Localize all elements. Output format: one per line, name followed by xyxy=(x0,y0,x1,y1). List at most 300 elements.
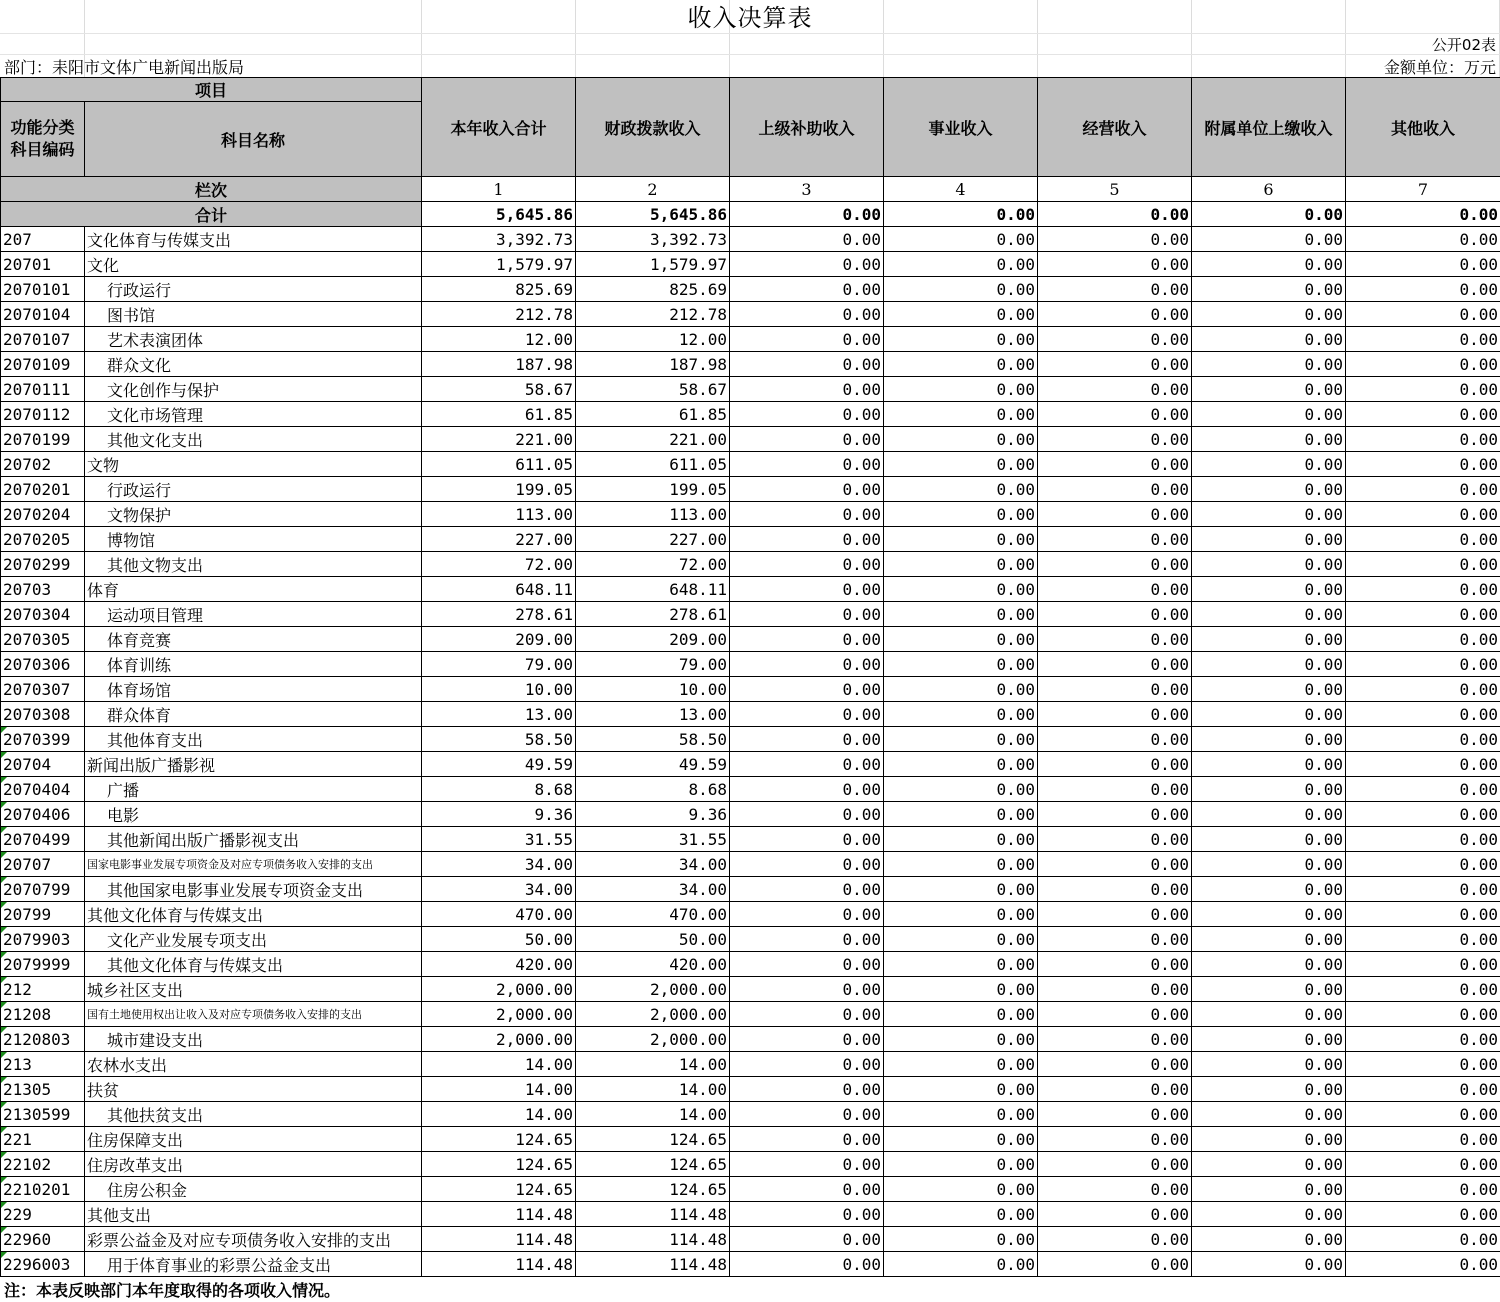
row-zero-value: 0.00 xyxy=(1038,1002,1192,1027)
row-zero-value: 0.00 xyxy=(1038,352,1192,377)
row-code: 221 xyxy=(1,1127,85,1152)
row-zero-value: 0.00 xyxy=(1038,602,1192,627)
row-zero-value: 0.00 xyxy=(1038,1202,1192,1227)
row-zero-value: 0.00 xyxy=(730,802,884,827)
row-code: 2120803 xyxy=(1,1027,85,1052)
row-zero-value: 0.00 xyxy=(884,527,1038,552)
row-zero-value: 0.00 xyxy=(1346,302,1500,327)
row-zero-value: 0.00 xyxy=(1192,327,1346,352)
row-code: 2070204 xyxy=(1,502,85,527)
row-zero-value: 0.00 xyxy=(1038,702,1192,727)
row-subject-name: 艺术表演团体 xyxy=(85,327,422,352)
row-subject-name: 其他文化体育与传媒支出 xyxy=(85,952,422,977)
table-row xyxy=(1,1227,1500,1252)
table-row xyxy=(1,252,1500,277)
row-code: 20702 xyxy=(1,452,85,477)
row-fiscal: 2,000.00 xyxy=(576,977,730,1002)
row-fiscal: 3,392.73 xyxy=(576,227,730,252)
page-title: 收入决算表 xyxy=(687,4,813,32)
row-fiscal: 209.00 xyxy=(576,627,730,652)
row-zero-value: 0.00 xyxy=(1192,752,1346,777)
row-total: 114.48 xyxy=(422,1252,576,1277)
row-zero-value: 0.00 xyxy=(730,702,884,727)
row-zero-value: 0.00 xyxy=(730,1227,884,1252)
row-zero-value: 0.00 xyxy=(1038,327,1192,352)
row-total: 124.65 xyxy=(422,1152,576,1177)
row-zero-value: 0.00 xyxy=(1346,902,1500,927)
row-zero-value: 0.00 xyxy=(730,527,884,552)
row-zero-value: 0.00 xyxy=(1038,1027,1192,1052)
row-total: 221.00 xyxy=(422,427,576,452)
row-zero-value: 0.00 xyxy=(730,402,884,427)
row-code: 2070304 xyxy=(1,602,85,627)
col-no: 7 xyxy=(1346,177,1500,202)
row-zero-value: 0.00 xyxy=(1346,1127,1500,1152)
row-total: 2,000.00 xyxy=(422,977,576,1002)
row-zero-value: 0.00 xyxy=(1038,927,1192,952)
row-fiscal: 420.00 xyxy=(576,952,730,977)
table-row xyxy=(1,902,1500,927)
row-total: 31.55 xyxy=(422,827,576,852)
row-zero-value: 0.00 xyxy=(1346,852,1500,877)
row-zero-value: 0.00 xyxy=(884,227,1038,252)
row-zero-value: 0.00 xyxy=(1346,1227,1500,1252)
row-fiscal: 14.00 xyxy=(576,1077,730,1102)
row-zero-value: 0.00 xyxy=(1038,977,1192,1002)
total-cell: 0.00 xyxy=(1346,202,1500,227)
row-zero-value: 0.00 xyxy=(1346,277,1500,302)
row-subject-name: 其他体育支出 xyxy=(85,727,422,752)
row-zero-value: 0.00 xyxy=(884,752,1038,777)
row-fiscal: 72.00 xyxy=(576,552,730,577)
row-zero-value: 0.00 xyxy=(1192,927,1346,952)
row-fiscal: 611.05 xyxy=(576,452,730,477)
row-zero-value: 0.00 xyxy=(1038,1227,1192,1252)
table-row xyxy=(1,952,1500,977)
row-zero-value: 0.00 xyxy=(884,452,1038,477)
row-zero-value: 0.00 xyxy=(1038,502,1192,527)
row-code: 21208 xyxy=(1,1002,85,1027)
row-zero-value: 0.00 xyxy=(1346,477,1500,502)
row-zero-value: 0.00 xyxy=(1346,352,1500,377)
row-fiscal: 50.00 xyxy=(576,927,730,952)
row-zero-value: 0.00 xyxy=(730,352,884,377)
row-code: 2070111 xyxy=(1,377,85,402)
row-total: 13.00 xyxy=(422,702,576,727)
row-zero-value: 0.00 xyxy=(884,1152,1038,1177)
row-zero-value: 0.00 xyxy=(1192,477,1346,502)
table-row xyxy=(1,702,1500,727)
row-zero-value: 0.00 xyxy=(1346,677,1500,702)
row-total: 49.59 xyxy=(422,752,576,777)
row-subject-name: 图书馆 xyxy=(85,302,422,327)
row-total: 278.61 xyxy=(422,602,576,627)
table-row xyxy=(1,577,1500,602)
row-zero-value: 0.00 xyxy=(1038,402,1192,427)
col-no: 6 xyxy=(1192,177,1346,202)
row-fiscal: 648.11 xyxy=(576,577,730,602)
row-zero-value: 0.00 xyxy=(1038,1127,1192,1152)
row-zero-value: 0.00 xyxy=(1038,852,1192,877)
row-zero-value: 0.00 xyxy=(1192,877,1346,902)
row-total: 14.00 xyxy=(422,1077,576,1102)
department-label: 部门：耒阳市文体广电新闻出版局 xyxy=(4,58,245,77)
row-zero-value: 0.00 xyxy=(1038,677,1192,702)
row-zero-value: 0.00 xyxy=(1192,852,1346,877)
row-total: 14.00 xyxy=(422,1052,576,1077)
row-subject-name: 其他文化支出 xyxy=(85,427,422,452)
row-zero-value: 0.00 xyxy=(884,402,1038,427)
row-subject-name: 群众体育 xyxy=(85,702,422,727)
row-zero-value: 0.00 xyxy=(730,1102,884,1127)
row-zero-value: 0.00 xyxy=(1038,727,1192,752)
row-code: 2130599 xyxy=(1,1102,85,1127)
row-zero-value: 0.00 xyxy=(1038,777,1192,802)
table-row xyxy=(1,377,1500,402)
row-zero-value: 0.00 xyxy=(730,377,884,402)
row-zero-value: 0.00 xyxy=(730,727,884,752)
row-zero-value: 0.00 xyxy=(1192,302,1346,327)
table-row xyxy=(1,1102,1500,1127)
unit-label: 金额单位：万元 xyxy=(1383,58,1496,77)
row-zero-value: 0.00 xyxy=(1192,952,1346,977)
row-zero-value: 0.00 xyxy=(884,577,1038,602)
row-zero-value: 0.00 xyxy=(1038,827,1192,852)
row-code: 20799 xyxy=(1,902,85,927)
table-row xyxy=(1,627,1500,652)
header-func-code: 功能分类科目编码 xyxy=(1,102,85,177)
row-zero-value: 0.00 xyxy=(1192,1227,1346,1252)
row-zero-value: 0.00 xyxy=(1346,977,1500,1002)
row-zero-value: 0.00 xyxy=(884,1227,1038,1252)
row-zero-value: 0.00 xyxy=(730,1127,884,1152)
row-fiscal: 221.00 xyxy=(576,427,730,452)
row-zero-value: 0.00 xyxy=(1192,1027,1346,1052)
row-zero-value: 0.00 xyxy=(884,1002,1038,1027)
row-zero-value: 0.00 xyxy=(1038,377,1192,402)
row-zero-value: 0.00 xyxy=(730,502,884,527)
row-zero-value: 0.00 xyxy=(1192,452,1346,477)
row-subject-name: 扶贫 xyxy=(85,1077,422,1102)
row-code: 2070307 xyxy=(1,677,85,702)
row-zero-value: 0.00 xyxy=(730,902,884,927)
row-zero-value: 0.00 xyxy=(1346,377,1500,402)
row-zero-value: 0.00 xyxy=(730,1252,884,1277)
row-zero-value: 0.00 xyxy=(1038,1152,1192,1177)
row-zero-value: 0.00 xyxy=(1038,227,1192,252)
row-zero-value: 0.00 xyxy=(1192,827,1346,852)
row-zero-value: 0.00 xyxy=(884,977,1038,1002)
row-zero-value: 0.00 xyxy=(1192,1127,1346,1152)
row-subject-name: 文化市场管理 xyxy=(85,402,422,427)
header-col-1: 本年收入合计 xyxy=(422,78,576,177)
row-fiscal: 49.59 xyxy=(576,752,730,777)
row-zero-value: 0.00 xyxy=(730,1077,884,1102)
row-code: 2079903 xyxy=(1,927,85,952)
row-zero-value: 0.00 xyxy=(884,552,1038,577)
row-zero-value: 0.00 xyxy=(1038,1077,1192,1102)
row-subject-name: 住房改革支出 xyxy=(85,1152,422,1177)
row-code: 207 xyxy=(1,227,85,252)
row-zero-value: 0.00 xyxy=(1346,227,1500,252)
row-zero-value: 0.00 xyxy=(884,252,1038,277)
row-zero-value: 0.00 xyxy=(1192,627,1346,652)
row-zero-value: 0.00 xyxy=(884,377,1038,402)
table-row xyxy=(1,452,1500,477)
row-subject-name: 城市建设支出 xyxy=(85,1027,422,1052)
row-code: 2070101 xyxy=(1,277,85,302)
table-row xyxy=(1,927,1500,952)
row-subject-name: 其他扶贫支出 xyxy=(85,1102,422,1127)
row-code: 20704 xyxy=(1,752,85,777)
row-zero-value: 0.00 xyxy=(730,927,884,952)
row-zero-value: 0.00 xyxy=(1346,702,1500,727)
row-zero-value: 0.00 xyxy=(1192,702,1346,727)
col-no: 3 xyxy=(730,177,884,202)
row-subject-name: 群众文化 xyxy=(85,352,422,377)
row-total: 72.00 xyxy=(422,552,576,577)
row-fiscal: 13.00 xyxy=(576,702,730,727)
row-code: 22960 xyxy=(1,1227,85,1252)
row-subject-name: 国有土地使用权出让收入及对应专项债务收入安排的支出 xyxy=(85,1002,422,1027)
col-no: 4 xyxy=(884,177,1038,202)
row-code: 2070404 xyxy=(1,777,85,802)
row-total: 825.69 xyxy=(422,277,576,302)
row-zero-value: 0.00 xyxy=(884,702,1038,727)
row-zero-value: 0.00 xyxy=(1346,1252,1500,1277)
row-code: 2070499 xyxy=(1,827,85,852)
row-zero-value: 0.00 xyxy=(1038,652,1192,677)
row-zero-value: 0.00 xyxy=(730,452,884,477)
row-subject-name: 其他文化体育与传媒支出 xyxy=(85,902,422,927)
row-zero-value: 0.00 xyxy=(1346,927,1500,952)
table-row xyxy=(1,1177,1500,1202)
table-row xyxy=(1,802,1500,827)
row-fiscal: 124.65 xyxy=(576,1177,730,1202)
table-row xyxy=(1,1052,1500,1077)
row-subject-name: 体育 xyxy=(85,577,422,602)
row-fiscal: 79.00 xyxy=(576,652,730,677)
row-zero-value: 0.00 xyxy=(884,1052,1038,1077)
row-zero-value: 0.00 xyxy=(884,1102,1038,1127)
row-subject-name: 其他国家电影事业发展专项资金支出 xyxy=(85,877,422,902)
row-zero-value: 0.00 xyxy=(1192,502,1346,527)
col-no-label: 栏次 xyxy=(1,177,422,202)
row-fiscal: 14.00 xyxy=(576,1052,730,1077)
row-total: 2,000.00 xyxy=(422,1027,576,1052)
row-zero-value: 0.00 xyxy=(1346,827,1500,852)
row-zero-value: 0.00 xyxy=(1038,1052,1192,1077)
row-zero-value: 0.00 xyxy=(1038,452,1192,477)
row-zero-value: 0.00 xyxy=(884,877,1038,902)
row-zero-value: 0.00 xyxy=(884,1177,1038,1202)
row-zero-value: 0.00 xyxy=(1192,1252,1346,1277)
row-subject-name: 体育训练 xyxy=(85,652,422,677)
row-zero-value: 0.00 xyxy=(730,1177,884,1202)
table-row xyxy=(1,977,1500,1002)
row-zero-value: 0.00 xyxy=(730,327,884,352)
row-zero-value: 0.00 xyxy=(1038,802,1192,827)
row-fiscal: 8.68 xyxy=(576,777,730,802)
row-zero-value: 0.00 xyxy=(1192,227,1346,252)
table-row xyxy=(1,1152,1500,1177)
row-code: 20707 xyxy=(1,852,85,877)
row-total: 113.00 xyxy=(422,502,576,527)
row-zero-value: 0.00 xyxy=(884,502,1038,527)
row-zero-value: 0.00 xyxy=(730,627,884,652)
total-label: 合计 xyxy=(1,202,422,227)
row-zero-value: 0.00 xyxy=(884,1027,1038,1052)
row-zero-value: 0.00 xyxy=(1346,1027,1500,1052)
row-subject-name: 体育场馆 xyxy=(85,677,422,702)
row-zero-value: 0.00 xyxy=(1346,1102,1500,1127)
row-code: 2070201 xyxy=(1,477,85,502)
row-zero-value: 0.00 xyxy=(1346,402,1500,427)
row-fiscal: 113.00 xyxy=(576,502,730,527)
row-zero-value: 0.00 xyxy=(1192,1202,1346,1227)
row-subject-name: 运动项目管理 xyxy=(85,602,422,627)
row-zero-value: 0.00 xyxy=(884,827,1038,852)
row-total: 79.00 xyxy=(422,652,576,677)
row-zero-value: 0.00 xyxy=(730,1202,884,1227)
table-row xyxy=(1,877,1500,902)
table-row xyxy=(1,1202,1500,1227)
row-zero-value: 0.00 xyxy=(1346,527,1500,552)
row-zero-value: 0.00 xyxy=(1346,777,1500,802)
row-code: 2079999 xyxy=(1,952,85,977)
total-cell: 0.00 xyxy=(1038,202,1192,227)
row-code: 22102 xyxy=(1,1152,85,1177)
row-zero-value: 0.00 xyxy=(1192,377,1346,402)
row-zero-value: 0.00 xyxy=(1192,252,1346,277)
row-subject-name: 广播 xyxy=(85,777,422,802)
row-zero-value: 0.00 xyxy=(730,427,884,452)
table-row xyxy=(1,827,1500,852)
row-zero-value: 0.00 xyxy=(1346,1152,1500,1177)
row-zero-value: 0.00 xyxy=(1346,877,1500,902)
table-row xyxy=(1,277,1500,302)
row-fiscal: 2,000.00 xyxy=(576,1002,730,1027)
row-zero-value: 0.00 xyxy=(884,352,1038,377)
row-zero-value: 0.00 xyxy=(1346,1002,1500,1027)
row-zero-value: 0.00 xyxy=(884,777,1038,802)
row-zero-value: 0.00 xyxy=(730,1052,884,1077)
row-total: 10.00 xyxy=(422,677,576,702)
table-row xyxy=(1,477,1500,502)
row-subject-name: 城乡社区支出 xyxy=(85,977,422,1002)
header-col-3: 上级补助收入 xyxy=(730,78,884,177)
row-subject-name: 文化 xyxy=(85,252,422,277)
row-fiscal: 114.48 xyxy=(576,1202,730,1227)
row-zero-value: 0.00 xyxy=(1346,427,1500,452)
row-zero-value: 0.00 xyxy=(730,577,884,602)
form-code: 公开02表 xyxy=(1431,36,1496,54)
row-zero-value: 0.00 xyxy=(730,277,884,302)
col-no: 1 xyxy=(422,177,576,202)
row-subject-name: 彩票公益金及对应专项债务收入安排的支出 xyxy=(85,1227,422,1252)
row-zero-value: 0.00 xyxy=(1346,727,1500,752)
row-fiscal: 1,579.97 xyxy=(576,252,730,277)
row-total: 2,000.00 xyxy=(422,1002,576,1027)
row-subject-name: 行政运行 xyxy=(85,477,422,502)
row-total: 58.50 xyxy=(422,727,576,752)
row-code: 229 xyxy=(1,1202,85,1227)
row-zero-value: 0.00 xyxy=(1192,977,1346,1002)
row-subject-name: 文物保护 xyxy=(85,502,422,527)
table-row xyxy=(1,1027,1500,1052)
table-row xyxy=(1,527,1500,552)
row-total: 34.00 xyxy=(422,852,576,877)
row-zero-value: 0.00 xyxy=(1192,1177,1346,1202)
row-total: 14.00 xyxy=(422,1102,576,1127)
row-zero-value: 0.00 xyxy=(1346,452,1500,477)
row-fiscal: 9.36 xyxy=(576,802,730,827)
row-zero-value: 0.00 xyxy=(884,1077,1038,1102)
row-zero-value: 0.00 xyxy=(1192,352,1346,377)
row-zero-value: 0.00 xyxy=(1192,1077,1346,1102)
row-zero-value: 0.00 xyxy=(884,627,1038,652)
row-zero-value: 0.00 xyxy=(730,877,884,902)
row-zero-value: 0.00 xyxy=(1192,277,1346,302)
row-zero-value: 0.00 xyxy=(1192,652,1346,677)
row-zero-value: 0.00 xyxy=(1192,1052,1346,1077)
table-row xyxy=(1,652,1500,677)
row-code: 20703 xyxy=(1,577,85,602)
row-zero-value: 0.00 xyxy=(730,1027,884,1052)
row-zero-value: 0.00 xyxy=(1192,402,1346,427)
row-fiscal: 58.67 xyxy=(576,377,730,402)
row-zero-value: 0.00 xyxy=(884,902,1038,927)
row-zero-value: 0.00 xyxy=(1038,427,1192,452)
row-total: 212.78 xyxy=(422,302,576,327)
row-zero-value: 0.00 xyxy=(884,602,1038,627)
row-total: 648.11 xyxy=(422,577,576,602)
row-zero-value: 0.00 xyxy=(1346,1052,1500,1077)
row-zero-value: 0.00 xyxy=(1192,802,1346,827)
table-row xyxy=(1,552,1500,577)
row-subject-name: 文化产业发展专项支出 xyxy=(85,927,422,952)
row-zero-value: 0.00 xyxy=(1038,1252,1192,1277)
row-zero-value: 0.00 xyxy=(730,602,884,627)
header-col-4: 事业收入 xyxy=(884,78,1038,177)
row-zero-value: 0.00 xyxy=(1038,477,1192,502)
row-zero-value: 0.00 xyxy=(1192,727,1346,752)
row-zero-value: 0.00 xyxy=(1192,577,1346,602)
row-zero-value: 0.00 xyxy=(1192,677,1346,702)
row-code: 2070308 xyxy=(1,702,85,727)
row-zero-value: 0.00 xyxy=(884,952,1038,977)
row-fiscal: 114.48 xyxy=(576,1227,730,1252)
table-row xyxy=(1,1002,1500,1027)
header-subject-name: 科目名称 xyxy=(85,102,422,177)
col-no: 2 xyxy=(576,177,730,202)
row-code: 2070107 xyxy=(1,327,85,352)
row-zero-value: 0.00 xyxy=(1346,327,1500,352)
row-fiscal: 470.00 xyxy=(576,902,730,927)
row-subject-name: 电影 xyxy=(85,802,422,827)
row-total: 9.36 xyxy=(422,802,576,827)
row-zero-value: 0.00 xyxy=(1346,577,1500,602)
table-row xyxy=(1,1077,1500,1102)
row-fiscal: 34.00 xyxy=(576,877,730,902)
row-total: 1,579.97 xyxy=(422,252,576,277)
row-zero-value: 0.00 xyxy=(730,552,884,577)
row-code: 2296003 xyxy=(1,1252,85,1277)
row-zero-value: 0.00 xyxy=(730,827,884,852)
row-zero-value: 0.00 xyxy=(1346,1177,1500,1202)
row-fiscal: 825.69 xyxy=(576,277,730,302)
table-row xyxy=(1,1127,1500,1152)
